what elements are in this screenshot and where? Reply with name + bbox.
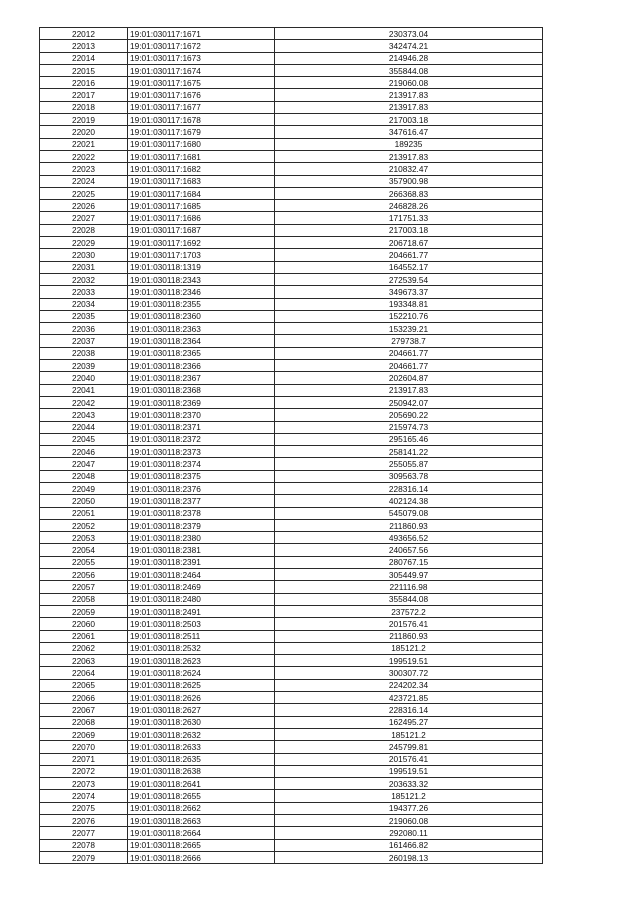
row-number-cell: 22045 xyxy=(40,433,128,445)
cadastral-value-cell: 189235 xyxy=(275,138,543,150)
row-number-cell: 22031 xyxy=(40,261,128,273)
cadastral-value-cell: 219060.08 xyxy=(275,815,543,827)
row-number-cell: 22043 xyxy=(40,409,128,421)
cadastral-value-cell: 185121.2 xyxy=(275,790,543,802)
table-row xyxy=(40,605,543,617)
cadastral-number-cell: 19:01:030118:2665 xyxy=(128,839,275,851)
table-row xyxy=(40,753,543,765)
cadastral-number-cell: 19:01:030118:2360 xyxy=(128,310,275,322)
row-number-cell: 22069 xyxy=(40,728,128,740)
row-number-cell: 22036 xyxy=(40,323,128,335)
cadastral-value-cell: 224202.34 xyxy=(275,679,543,691)
cadastral-value-cell: 217003.18 xyxy=(275,114,543,126)
cadastral-value-cell: 260198.13 xyxy=(275,851,543,863)
row-number-cell: 22046 xyxy=(40,446,128,458)
cadastral-number-cell: 19:01:030118:2355 xyxy=(128,298,275,310)
cadastral-value-cell: 493656.52 xyxy=(275,532,543,544)
cadastral-number-cell: 19:01:030118:2655 xyxy=(128,790,275,802)
table-row xyxy=(40,815,543,827)
table-row xyxy=(40,679,543,691)
cadastral-number-cell: 19:01:030117:1677 xyxy=(128,101,275,113)
table-row xyxy=(40,519,543,531)
cadastral-value-cell: 258141.22 xyxy=(275,446,543,458)
row-number-cell: 22041 xyxy=(40,384,128,396)
cadastral-value-cell: 357900.98 xyxy=(275,175,543,187)
table-row xyxy=(40,114,543,126)
cadastral-value-cell: 214946.28 xyxy=(275,52,543,64)
cadastral-value-cell: 355844.08 xyxy=(275,593,543,605)
cadastral-value-cell: 203633.32 xyxy=(275,778,543,790)
cadastral-value-cell: 266368.83 xyxy=(275,187,543,199)
table-row xyxy=(40,28,543,40)
table-row xyxy=(40,470,543,482)
row-number-cell: 22059 xyxy=(40,605,128,617)
cadastral-value-cell: 194377.26 xyxy=(275,802,543,814)
cadastral-value-cell: 213917.83 xyxy=(275,384,543,396)
cadastral-number-cell: 19:01:030118:2364 xyxy=(128,335,275,347)
cadastral-number-cell: 19:01:030118:2367 xyxy=(128,372,275,384)
row-number-cell: 22020 xyxy=(40,126,128,138)
cadastral-value-cell: 210832.47 xyxy=(275,163,543,175)
cadastral-number-cell: 19:01:030118:2377 xyxy=(128,495,275,507)
cadastral-value-cell: 228316.14 xyxy=(275,704,543,716)
row-number-cell: 22052 xyxy=(40,519,128,531)
cadastral-value-cell: 240657.56 xyxy=(275,544,543,556)
cadastral-number-cell: 19:01:030118:2641 xyxy=(128,778,275,790)
row-number-cell: 22053 xyxy=(40,532,128,544)
cadastral-value-cell: 300307.72 xyxy=(275,667,543,679)
cadastral-number-cell: 19:01:030118:2532 xyxy=(128,642,275,654)
cadastral-value-cell: 342474.21 xyxy=(275,40,543,52)
table-row xyxy=(40,667,543,679)
cadastral-value-cell: 161466.82 xyxy=(275,839,543,851)
row-number-cell: 22064 xyxy=(40,667,128,679)
table-row xyxy=(40,372,543,384)
row-number-cell: 22073 xyxy=(40,778,128,790)
table-row xyxy=(40,433,543,445)
cadastral-number-cell: 19:01:030118:2623 xyxy=(128,655,275,667)
row-number-cell: 22074 xyxy=(40,790,128,802)
cadastral-value-cell: 213917.83 xyxy=(275,89,543,101)
cadastral-value-cell: 237572.2 xyxy=(275,605,543,617)
cadastral-number-cell: 19:01:030117:1684 xyxy=(128,187,275,199)
table-row xyxy=(40,40,543,52)
table-row xyxy=(40,200,543,212)
cadastral-value-cell: 204661.77 xyxy=(275,249,543,261)
table-row xyxy=(40,765,543,777)
table-row xyxy=(40,237,543,249)
cadastral-value-cell: 309563.78 xyxy=(275,470,543,482)
cadastral-number-cell: 19:01:030117:1686 xyxy=(128,212,275,224)
row-number-cell: 22014 xyxy=(40,52,128,64)
row-number-cell: 22068 xyxy=(40,716,128,728)
row-number-cell: 22040 xyxy=(40,372,128,384)
row-number-cell: 22034 xyxy=(40,298,128,310)
row-number-cell: 22032 xyxy=(40,273,128,285)
row-number-cell: 22037 xyxy=(40,335,128,347)
table-row xyxy=(40,482,543,494)
table-row xyxy=(40,298,543,310)
cadastral-value-cell: 202604.87 xyxy=(275,372,543,384)
cadastral-number-cell: 19:01:030118:2365 xyxy=(128,347,275,359)
row-number-cell: 22039 xyxy=(40,360,128,372)
table-row xyxy=(40,163,543,175)
table-row xyxy=(40,728,543,740)
row-number-cell: 22062 xyxy=(40,642,128,654)
cadastral-number-cell: 19:01:030118:2366 xyxy=(128,360,275,372)
table-body xyxy=(40,28,543,864)
cadastral-number-cell: 19:01:030117:1680 xyxy=(128,138,275,150)
cadastral-number-cell: 19:01:030118:2469 xyxy=(128,581,275,593)
table-row xyxy=(40,52,543,64)
cadastral-value-cell: 211860.93 xyxy=(275,630,543,642)
row-number-cell: 22078 xyxy=(40,839,128,851)
cadastral-value-cell: 217003.18 xyxy=(275,224,543,236)
cadastral-number-cell: 19:01:030118:2666 xyxy=(128,851,275,863)
cadastral-number-cell: 19:01:030117:1671 xyxy=(128,28,275,40)
table-row xyxy=(40,630,543,642)
cadastral-value-cell: 206718.67 xyxy=(275,237,543,249)
table-row xyxy=(40,224,543,236)
row-number-cell: 22042 xyxy=(40,396,128,408)
row-number-cell: 22067 xyxy=(40,704,128,716)
table-row xyxy=(40,569,543,581)
row-number-cell: 22028 xyxy=(40,224,128,236)
cadastral-number-cell: 19:01:030118:2626 xyxy=(128,692,275,704)
row-number-cell: 22025 xyxy=(40,187,128,199)
row-number-cell: 22026 xyxy=(40,200,128,212)
cadastral-value-cell: 205690.22 xyxy=(275,409,543,421)
cadastral-number-cell: 19:01:030118:2363 xyxy=(128,323,275,335)
row-number-cell: 22076 xyxy=(40,815,128,827)
cadastral-number-cell: 19:01:030117:1681 xyxy=(128,150,275,162)
table-row xyxy=(40,273,543,285)
table-row xyxy=(40,655,543,667)
row-number-cell: 22049 xyxy=(40,482,128,494)
cadastral-number-cell: 19:01:030118:2346 xyxy=(128,286,275,298)
cadastral-value-cell: 201576.41 xyxy=(275,753,543,765)
cadastral-value-cell: 305449.97 xyxy=(275,569,543,581)
table-row xyxy=(40,692,543,704)
row-number-cell: 22070 xyxy=(40,741,128,753)
cadastral-number-cell: 19:01:030118:2664 xyxy=(128,827,275,839)
cadastral-value-cell: 204661.77 xyxy=(275,360,543,372)
table-row xyxy=(40,790,543,802)
cadastral-value-cell: 152210.76 xyxy=(275,310,543,322)
table-row xyxy=(40,827,543,839)
cadastral-value-cell: 171751.33 xyxy=(275,212,543,224)
row-number-cell: 22079 xyxy=(40,851,128,863)
table-row xyxy=(40,421,543,433)
table-row xyxy=(40,310,543,322)
row-number-cell: 22056 xyxy=(40,569,128,581)
cadastral-number-cell: 19:01:030118:2663 xyxy=(128,815,275,827)
row-number-cell: 22013 xyxy=(40,40,128,52)
cadastral-number-cell: 19:01:030117:1692 xyxy=(128,237,275,249)
cadastral-number-cell: 19:01:030117:1672 xyxy=(128,40,275,52)
row-number-cell: 22029 xyxy=(40,237,128,249)
cadastral-value-cell: 230373.04 xyxy=(275,28,543,40)
cadastral-value-cell: 201576.41 xyxy=(275,618,543,630)
row-number-cell: 22016 xyxy=(40,77,128,89)
table-row xyxy=(40,175,543,187)
row-number-cell: 22023 xyxy=(40,163,128,175)
cadastral-number-cell: 19:01:030118:2627 xyxy=(128,704,275,716)
cadastral-value-cell: 213917.83 xyxy=(275,150,543,162)
row-number-cell: 22071 xyxy=(40,753,128,765)
table-row xyxy=(40,261,543,273)
table-row xyxy=(40,187,543,199)
cadastral-value-cell: 204661.77 xyxy=(275,347,543,359)
row-number-cell: 22030 xyxy=(40,249,128,261)
cadastral-value-cell: 185121.2 xyxy=(275,728,543,740)
cadastral-number-cell: 19:01:030118:2375 xyxy=(128,470,275,482)
cadastral-number-cell: 19:01:030117:1687 xyxy=(128,224,275,236)
cadastral-value-cell: 245799.81 xyxy=(275,741,543,753)
cadastral-number-cell: 19:01:030118:2368 xyxy=(128,384,275,396)
cadastral-value-cell: 211860.93 xyxy=(275,519,543,531)
row-number-cell: 22077 xyxy=(40,827,128,839)
table-row xyxy=(40,495,543,507)
cadastral-number-cell: 19:01:030118:2373 xyxy=(128,446,275,458)
cadastral-number-cell: 19:01:030118:2511 xyxy=(128,630,275,642)
cadastral-number-cell: 19:01:030118:2662 xyxy=(128,802,275,814)
row-number-cell: 22060 xyxy=(40,618,128,630)
table-row xyxy=(40,446,543,458)
row-number-cell: 22022 xyxy=(40,150,128,162)
table-row xyxy=(40,409,543,421)
table-row xyxy=(40,64,543,76)
cadastral-number-cell: 19:01:030117:1676 xyxy=(128,89,275,101)
row-number-cell: 22055 xyxy=(40,556,128,568)
cadastral-number-cell: 19:01:030118:2635 xyxy=(128,753,275,765)
table-row xyxy=(40,360,543,372)
row-number-cell: 22024 xyxy=(40,175,128,187)
table-row xyxy=(40,458,543,470)
table-row xyxy=(40,839,543,851)
cadastral-number-cell: 19:01:030118:1319 xyxy=(128,261,275,273)
cadastral-number-cell: 19:01:030118:2630 xyxy=(128,716,275,728)
cadastral-value-cell: 193348.81 xyxy=(275,298,543,310)
cadastral-value-cell: 295165.46 xyxy=(275,433,543,445)
cadastral-value-cell: 280767.15 xyxy=(275,556,543,568)
table-row xyxy=(40,802,543,814)
row-number-cell: 22057 xyxy=(40,581,128,593)
cadastral-number-cell: 19:01:030118:2370 xyxy=(128,409,275,421)
cadastral-number-cell: 19:01:030117:1685 xyxy=(128,200,275,212)
table-row xyxy=(40,704,543,716)
row-number-cell: 22047 xyxy=(40,458,128,470)
cadastral-number-cell: 19:01:030118:2343 xyxy=(128,273,275,285)
cadastral-number-cell: 19:01:030118:2381 xyxy=(128,544,275,556)
table-row xyxy=(40,544,543,556)
cadastral-value-cell: 153239.21 xyxy=(275,323,543,335)
table-row xyxy=(40,126,543,138)
table-row xyxy=(40,101,543,113)
table-row xyxy=(40,593,543,605)
cadastral-number-cell: 19:01:030117:1703 xyxy=(128,249,275,261)
table-row xyxy=(40,532,543,544)
cadastral-number-cell: 19:01:030117:1674 xyxy=(128,64,275,76)
cadastral-number-cell: 19:01:030117:1678 xyxy=(128,114,275,126)
cadastral-value-cell: 221116.98 xyxy=(275,581,543,593)
row-number-cell: 22065 xyxy=(40,679,128,691)
cadastral-value-cell: 199519.51 xyxy=(275,655,543,667)
row-number-cell: 22015 xyxy=(40,64,128,76)
cadastral-number-cell: 19:01:030117:1675 xyxy=(128,77,275,89)
cadastral-value-cell: 250942.07 xyxy=(275,396,543,408)
cadastral-number-cell: 19:01:030118:2633 xyxy=(128,741,275,753)
table-row xyxy=(40,323,543,335)
row-number-cell: 22027 xyxy=(40,212,128,224)
cadastral-value-cell: 246828.26 xyxy=(275,200,543,212)
row-number-cell: 22051 xyxy=(40,507,128,519)
cadastral-number-cell: 19:01:030117:1683 xyxy=(128,175,275,187)
table-row xyxy=(40,89,543,101)
row-number-cell: 22048 xyxy=(40,470,128,482)
cadastral-number-cell: 19:01:030118:2374 xyxy=(128,458,275,470)
table-row xyxy=(40,286,543,298)
table-row xyxy=(40,778,543,790)
cadastral-value-cell: 272539.54 xyxy=(275,273,543,285)
row-number-cell: 22018 xyxy=(40,101,128,113)
table-row xyxy=(40,581,543,593)
table-row xyxy=(40,249,543,261)
cadastral-value-cell: 185121.2 xyxy=(275,642,543,654)
table-row xyxy=(40,507,543,519)
cadastral-value-cell: 347616.47 xyxy=(275,126,543,138)
cadastral-value-cell: 213917.83 xyxy=(275,101,543,113)
cadastral-value-cell: 228316.14 xyxy=(275,482,543,494)
row-number-cell: 22058 xyxy=(40,593,128,605)
table-row xyxy=(40,335,543,347)
table-row xyxy=(40,716,543,728)
table-row xyxy=(40,150,543,162)
cadastral-number-cell: 19:01:030118:2503 xyxy=(128,618,275,630)
cadastral-value-cell: 545079.08 xyxy=(275,507,543,519)
table-row xyxy=(40,642,543,654)
table-row xyxy=(40,384,543,396)
cadastral-value-cell: 423721.85 xyxy=(275,692,543,704)
table-row xyxy=(40,618,543,630)
row-number-cell: 22021 xyxy=(40,138,128,150)
table-row xyxy=(40,741,543,753)
table-row xyxy=(40,77,543,89)
cadastral-number-cell: 19:01:030118:2372 xyxy=(128,433,275,445)
row-number-cell: 22054 xyxy=(40,544,128,556)
cadastral-number-cell: 19:01:030117:1682 xyxy=(128,163,275,175)
cadastral-number-cell: 19:01:030118:2376 xyxy=(128,482,275,494)
cadastral-value-cell: 215974.73 xyxy=(275,421,543,433)
cadastral-number-cell: 19:01:030118:2391 xyxy=(128,556,275,568)
row-number-cell: 22038 xyxy=(40,347,128,359)
cadastral-number-cell: 19:01:030118:2491 xyxy=(128,605,275,617)
cadastral-value-cell: 292080.11 xyxy=(275,827,543,839)
cadastral-number-cell: 19:01:030118:2638 xyxy=(128,765,275,777)
table-row xyxy=(40,138,543,150)
cadastral-number-cell: 19:01:030118:2625 xyxy=(128,679,275,691)
row-number-cell: 22017 xyxy=(40,89,128,101)
row-number-cell: 22019 xyxy=(40,114,128,126)
cadastral-value-cell: 402124.38 xyxy=(275,495,543,507)
cadastral-number-cell: 19:01:030118:2632 xyxy=(128,728,275,740)
cadastral-number-cell: 19:01:030118:2369 xyxy=(128,396,275,408)
cadastral-value-cell: 219060.08 xyxy=(275,77,543,89)
table-row xyxy=(40,212,543,224)
row-number-cell: 22012 xyxy=(40,28,128,40)
cadastral-value-cell: 349673.37 xyxy=(275,286,543,298)
cadastral-value-cell: 199519.51 xyxy=(275,765,543,777)
cadastral-value-cell: 162495.27 xyxy=(275,716,543,728)
cadastral-number-cell: 19:01:030118:2624 xyxy=(128,667,275,679)
cadastral-number-cell: 19:01:030118:2378 xyxy=(128,507,275,519)
table-row xyxy=(40,396,543,408)
cadastral-value-cell: 355844.08 xyxy=(275,64,543,76)
cadastral-value-cell: 255055.87 xyxy=(275,458,543,470)
cadastral-number-cell: 19:01:030118:2464 xyxy=(128,569,275,581)
row-number-cell: 22035 xyxy=(40,310,128,322)
cadastral-value-table xyxy=(39,27,543,864)
table-row xyxy=(40,556,543,568)
table-row xyxy=(40,851,543,863)
row-number-cell: 22075 xyxy=(40,802,128,814)
cadastral-number-cell: 19:01:030117:1679 xyxy=(128,126,275,138)
cadastral-number-cell: 19:01:030118:2371 xyxy=(128,421,275,433)
row-number-cell: 22044 xyxy=(40,421,128,433)
cadastral-number-cell: 19:01:030118:2380 xyxy=(128,532,275,544)
cadastral-number-cell: 19:01:030117:1673 xyxy=(128,52,275,64)
cadastral-value-cell: 279738.7 xyxy=(275,335,543,347)
row-number-cell: 22050 xyxy=(40,495,128,507)
cadastral-value-cell: 164552.17 xyxy=(275,261,543,273)
row-number-cell: 22063 xyxy=(40,655,128,667)
cadastral-number-cell: 19:01:030118:2480 xyxy=(128,593,275,605)
row-number-cell: 22072 xyxy=(40,765,128,777)
row-number-cell: 22066 xyxy=(40,692,128,704)
row-number-cell: 22033 xyxy=(40,286,128,298)
table-row xyxy=(40,347,543,359)
cadastral-number-cell: 19:01:030118:2379 xyxy=(128,519,275,531)
row-number-cell: 22061 xyxy=(40,630,128,642)
